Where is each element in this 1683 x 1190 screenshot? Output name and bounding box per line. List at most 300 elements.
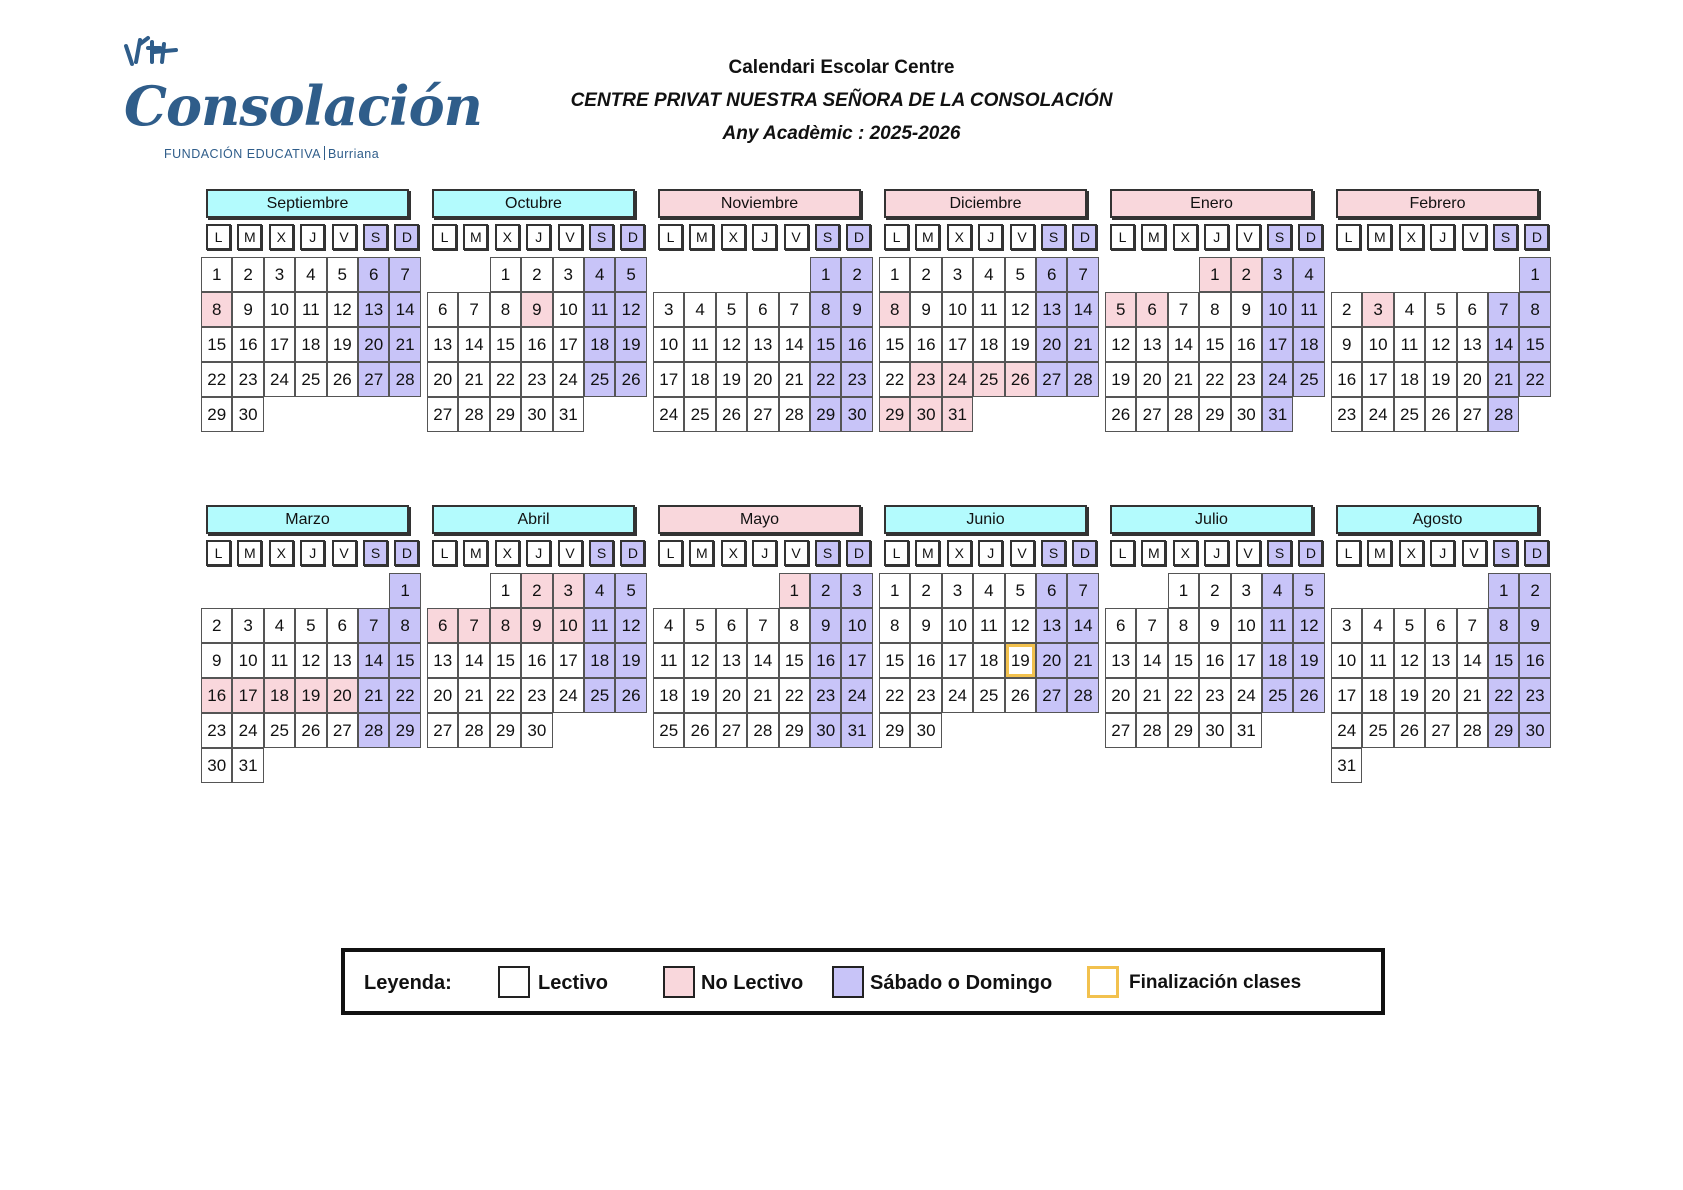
day-cell: 9	[232, 292, 263, 327]
day-cell: 19	[684, 678, 715, 713]
day-cell: 7	[1488, 292, 1519, 327]
day-cell: 5	[615, 257, 646, 292]
day-cell: 29	[490, 713, 521, 748]
weekday-header: X	[1399, 540, 1424, 566]
weekday-header: V	[1462, 224, 1487, 250]
day-cell: 10	[942, 292, 973, 327]
day-cell: 18	[584, 643, 615, 678]
day-cell: 5	[1005, 573, 1036, 608]
day-cell: 31	[232, 748, 263, 783]
weekday-header: X	[495, 224, 520, 250]
day-cell: 15	[490, 643, 521, 678]
day-cell: 20	[716, 678, 747, 713]
day-cell: 9	[1519, 608, 1550, 643]
day-cell: 5	[1293, 573, 1324, 608]
legend-weekend-label: Sábado o Domingo	[870, 972, 1053, 994]
day-cell: 6	[327, 608, 358, 643]
day-cell: 2	[1331, 292, 1362, 327]
weekday-header: L	[206, 224, 231, 250]
day-cell: 8	[1199, 292, 1230, 327]
day-cell: 18	[1362, 678, 1393, 713]
weekday-header: L	[884, 224, 909, 250]
day-cell: 23	[232, 362, 263, 397]
day-cell: 25	[973, 362, 1004, 397]
weekday-header: S	[815, 540, 840, 566]
day-cell: 11	[684, 327, 715, 362]
weekday-header: D	[394, 540, 419, 566]
day-cell: 12	[327, 292, 358, 327]
day-cell: 10	[942, 608, 973, 643]
logo-sub-right: Burriana	[327, 147, 380, 161]
weekday-header: J	[526, 224, 551, 250]
day-cell: 30	[521, 713, 552, 748]
weekday-header: D	[1298, 224, 1323, 250]
day-cell: 9	[1331, 327, 1362, 362]
weekday-header: X	[1173, 224, 1198, 250]
day-cell: 25	[584, 362, 615, 397]
legend	[341, 948, 1385, 1015]
day-cell: 25	[584, 678, 615, 713]
day-cell: 19	[1005, 643, 1036, 678]
day-cell: 16	[910, 643, 941, 678]
day-cell: 8	[810, 292, 841, 327]
day-cell: 16	[232, 327, 263, 362]
day-cell: 6	[1457, 292, 1488, 327]
day-cell: 22	[1488, 678, 1519, 713]
day-cell: 19	[615, 643, 646, 678]
day-cell: 2	[1199, 573, 1230, 608]
weekday-header: L	[884, 540, 909, 566]
day-cell: 7	[389, 257, 420, 292]
day-cell: 29	[389, 713, 420, 748]
weekday-header: M	[237, 224, 262, 250]
day-cell: 21	[1136, 678, 1167, 713]
day-cell: 3	[553, 573, 584, 608]
day-cell: 7	[1067, 573, 1098, 608]
day-cell: 21	[389, 327, 420, 362]
day-cell: 8	[201, 292, 232, 327]
weekday-header: M	[463, 540, 488, 566]
day-cell: 19	[1005, 327, 1036, 362]
day-cell: 21	[1457, 678, 1488, 713]
day-cell: 15	[1519, 327, 1550, 362]
day-cell: 30	[201, 748, 232, 783]
day-cell: 15	[1168, 643, 1199, 678]
day-cell: 25	[1293, 362, 1324, 397]
day-cell: 14	[1168, 327, 1199, 362]
day-cell: 4	[584, 257, 615, 292]
day-cell: 30	[841, 397, 872, 432]
day-cell: 26	[1293, 678, 1324, 713]
day-cell: 26	[1394, 713, 1425, 748]
day-cell: 10	[232, 643, 263, 678]
day-cell: 21	[358, 678, 389, 713]
day-cell: 4	[684, 292, 715, 327]
weekday-header: D	[394, 224, 419, 250]
month-junio	[879, 505, 1107, 775]
day-cell: 13	[747, 327, 778, 362]
day-cell: 23	[1331, 397, 1362, 432]
day-cell: 24	[232, 713, 263, 748]
day-cell: 5	[1105, 292, 1136, 327]
logo-sub-left: FUNDACIÓN EDUCATIVA	[164, 147, 321, 161]
day-cell: 24	[553, 678, 584, 713]
month-name-marzo: Marzo	[206, 505, 409, 534]
weekday-header: L	[658, 540, 683, 566]
weekday-header: V	[1462, 540, 1487, 566]
school-name: CENTRE PRIVAT NUESTRA SEÑORA DE LA CONSOLACIÓN	[570, 90, 1113, 111]
weekday-header: J	[752, 224, 777, 250]
month-noviembre	[653, 189, 881, 459]
day-cell: 1	[1168, 573, 1199, 608]
day-cell: 22	[389, 678, 420, 713]
day-cell: 26	[1005, 678, 1036, 713]
day-cell: 10	[1362, 327, 1393, 362]
day-cell: 14	[389, 292, 420, 327]
day-cell: 10	[1231, 608, 1262, 643]
day-cell: 19	[716, 362, 747, 397]
day-cell: 26	[1425, 397, 1456, 432]
day-cell: 7	[358, 608, 389, 643]
day-cell: 30	[1199, 713, 1230, 748]
weekday-header: V	[558, 540, 583, 566]
weekday-header: V	[558, 224, 583, 250]
day-cell: 12	[615, 608, 646, 643]
weekday-header: S	[1493, 224, 1518, 250]
day-cell: 3	[232, 608, 263, 643]
weekday-header: M	[1367, 224, 1392, 250]
day-cell: 5	[295, 608, 326, 643]
day-cell: 28	[779, 397, 810, 432]
day-cell: 24	[942, 678, 973, 713]
day-cell: 10	[553, 608, 584, 643]
day-cell: 15	[879, 643, 910, 678]
day-cell: 24	[1231, 678, 1262, 713]
weekday-header: X	[1399, 224, 1424, 250]
weekday-header: J	[300, 224, 325, 250]
weekday-header: J	[1204, 540, 1229, 566]
day-cell: 8	[1488, 608, 1519, 643]
day-cell: 19	[295, 678, 326, 713]
day-cell: 14	[779, 327, 810, 362]
day-cell: 20	[427, 678, 458, 713]
month-octubre	[427, 189, 655, 459]
day-cell: 30	[810, 713, 841, 748]
weekday-header: J	[300, 540, 325, 566]
weekday-header: X	[1173, 540, 1198, 566]
weekday-header: S	[589, 224, 614, 250]
day-cell: 22	[1168, 678, 1199, 713]
day-cell: 11	[973, 292, 1004, 327]
day-cell: 30	[910, 713, 941, 748]
day-cell: 4	[584, 573, 615, 608]
day-cell: 3	[1231, 573, 1262, 608]
day-cell: 28	[358, 713, 389, 748]
day-cell: 26	[716, 397, 747, 432]
day-cell: 6	[716, 608, 747, 643]
day-cell: 15	[490, 327, 521, 362]
day-cell: 1	[389, 573, 420, 608]
weekday-header: X	[269, 224, 294, 250]
day-cell: 25	[973, 678, 1004, 713]
day-cell: 3	[264, 257, 295, 292]
weekday-header: L	[206, 540, 231, 566]
day-cell: 3	[942, 573, 973, 608]
weekday-header: S	[1041, 224, 1066, 250]
day-cell: 15	[201, 327, 232, 362]
day-cell: 13	[427, 643, 458, 678]
day-cell: 28	[458, 713, 489, 748]
day-cell: 12	[1005, 292, 1036, 327]
day-cell: 19	[1293, 643, 1324, 678]
month-julio	[1105, 505, 1333, 775]
logo-wordmark: Consolación	[124, 74, 482, 138]
day-cell: 24	[841, 678, 872, 713]
day-cell: 17	[553, 327, 584, 362]
weekday-header: S	[1493, 540, 1518, 566]
day-cell: 26	[615, 362, 646, 397]
day-cell: 17	[942, 643, 973, 678]
day-cell: 12	[716, 327, 747, 362]
weekday-header: L	[1110, 540, 1135, 566]
day-cell: 11	[653, 643, 684, 678]
weekday-header: M	[915, 224, 940, 250]
day-cell: 6	[427, 292, 458, 327]
day-cell: 26	[295, 713, 326, 748]
day-cell: 25	[1362, 713, 1393, 748]
day-cell: 29	[1488, 713, 1519, 748]
month-febrero	[1331, 189, 1559, 459]
day-cell: 7	[779, 292, 810, 327]
day-cell: 25	[1262, 678, 1293, 713]
day-cell: 14	[1457, 643, 1488, 678]
day-cell: 22	[1199, 362, 1230, 397]
day-cell: 16	[810, 643, 841, 678]
day-cell: 20	[1105, 678, 1136, 713]
weekday-header: J	[526, 540, 551, 566]
weekday-header: D	[1524, 224, 1549, 250]
day-cell: 26	[1005, 362, 1036, 397]
day-cell: 31	[841, 713, 872, 748]
weekday-header: V	[784, 224, 809, 250]
weekday-header: S	[1267, 540, 1292, 566]
weekday-header: X	[947, 540, 972, 566]
day-cell: 19	[1105, 362, 1136, 397]
day-cell: 29	[1199, 397, 1230, 432]
day-cell: 12	[684, 643, 715, 678]
day-cell: 16	[1199, 643, 1230, 678]
weekday-header: L	[1336, 224, 1361, 250]
day-cell: 3	[553, 257, 584, 292]
day-cell: 18	[1394, 362, 1425, 397]
day-cell: 4	[1262, 573, 1293, 608]
weekday-header: V	[1236, 224, 1261, 250]
month-name-abril: Abril	[432, 505, 635, 534]
day-cell: 12	[615, 292, 646, 327]
day-cell: 8	[389, 608, 420, 643]
weekday-header: S	[1041, 540, 1066, 566]
day-cell: 23	[910, 362, 941, 397]
day-cell: 21	[458, 362, 489, 397]
day-cell: 21	[1067, 643, 1098, 678]
month-name-junio: Junio	[884, 505, 1087, 534]
weekday-header: V	[332, 540, 357, 566]
day-cell: 31	[942, 397, 973, 432]
day-cell: 27	[427, 713, 458, 748]
day-cell: 16	[1231, 327, 1262, 362]
day-cell: 9	[910, 292, 941, 327]
day-cell: 26	[327, 362, 358, 397]
weekday-header: J	[752, 540, 777, 566]
day-cell: 4	[264, 608, 295, 643]
day-cell: 11	[1394, 327, 1425, 362]
day-cell: 30	[232, 397, 263, 432]
day-cell: 28	[1136, 713, 1167, 748]
day-cell: 12	[1425, 327, 1456, 362]
day-cell: 30	[1519, 713, 1550, 748]
weekday-header: M	[915, 540, 940, 566]
day-cell: 18	[295, 327, 326, 362]
day-cell: 19	[1425, 362, 1456, 397]
day-cell: 1	[490, 573, 521, 608]
day-cell: 6	[747, 292, 778, 327]
day-cell: 3	[1262, 257, 1293, 292]
day-cell: 1	[879, 257, 910, 292]
day-cell: 9	[201, 643, 232, 678]
day-cell: 2	[1231, 257, 1262, 292]
day-cell: 27	[1105, 713, 1136, 748]
day-cell: 24	[942, 362, 973, 397]
day-cell: 5	[1425, 292, 1456, 327]
weekday-header: S	[815, 224, 840, 250]
weekday-header: J	[1430, 540, 1455, 566]
day-cell: 23	[521, 362, 552, 397]
day-cell: 9	[810, 608, 841, 643]
day-cell: 22	[490, 362, 521, 397]
day-cell: 1	[490, 257, 521, 292]
day-cell: 10	[653, 327, 684, 362]
day-cell: 29	[201, 397, 232, 432]
day-cell: 28	[1457, 713, 1488, 748]
day-cell: 24	[1262, 362, 1293, 397]
day-cell: 6	[1036, 257, 1067, 292]
weekday-header: V	[784, 540, 809, 566]
day-cell: 4	[1293, 257, 1324, 292]
day-cell: 17	[653, 362, 684, 397]
day-cell: 30	[1231, 397, 1262, 432]
day-cell: 24	[1331, 713, 1362, 748]
day-cell: 28	[1168, 397, 1199, 432]
day-cell: 16	[841, 327, 872, 362]
day-cell: 17	[553, 643, 584, 678]
day-cell: 27	[427, 397, 458, 432]
day-cell: 13	[1457, 327, 1488, 362]
weekday-header: M	[463, 224, 488, 250]
day-cell: 10	[1262, 292, 1293, 327]
day-cell: 31	[1262, 397, 1293, 432]
day-cell: 5	[1394, 608, 1425, 643]
day-cell: 11	[1362, 643, 1393, 678]
day-cell: 13	[1036, 292, 1067, 327]
day-cell: 25	[295, 362, 326, 397]
day-cell: 1	[779, 573, 810, 608]
day-cell: 12	[1005, 608, 1036, 643]
day-cell: 27	[1457, 397, 1488, 432]
day-cell: 23	[1231, 362, 1262, 397]
month-diciembre	[879, 189, 1107, 459]
day-cell: 30	[521, 397, 552, 432]
day-cell: 9	[1199, 608, 1230, 643]
day-cell: 26	[615, 678, 646, 713]
weekday-header: M	[1141, 540, 1166, 566]
day-cell: 6	[427, 608, 458, 643]
day-cell: 27	[1036, 678, 1067, 713]
day-cell: 16	[521, 327, 552, 362]
day-cell: 23	[841, 362, 872, 397]
day-cell: 8	[490, 608, 521, 643]
day-cell: 20	[1425, 678, 1456, 713]
day-cell: 22	[879, 678, 910, 713]
legend-title: Leyenda:	[364, 972, 452, 994]
day-cell: 23	[910, 678, 941, 713]
day-cell: 13	[1136, 327, 1167, 362]
day-cell: 22	[201, 362, 232, 397]
day-cell: 14	[358, 643, 389, 678]
day-cell: 13	[327, 643, 358, 678]
day-cell: 18	[584, 327, 615, 362]
day-cell: 7	[747, 608, 778, 643]
day-cell: 17	[1231, 643, 1262, 678]
day-cell: 1	[1199, 257, 1230, 292]
day-cell: 7	[1168, 292, 1199, 327]
day-cell: 29	[1168, 713, 1199, 748]
day-cell: 28	[747, 713, 778, 748]
day-cell: 25	[1394, 397, 1425, 432]
weekday-header: M	[237, 540, 262, 566]
day-cell: 2	[521, 573, 552, 608]
day-cell: 12	[1293, 608, 1324, 643]
day-cell: 17	[1331, 678, 1362, 713]
day-cell: 5	[716, 292, 747, 327]
weekday-header: X	[721, 224, 746, 250]
day-cell: 10	[264, 292, 295, 327]
day-cell: 31	[1231, 713, 1262, 748]
weekday-header: D	[846, 224, 871, 250]
day-cell: 21	[779, 362, 810, 397]
day-cell: 18	[973, 643, 1004, 678]
day-cell: 23	[810, 678, 841, 713]
day-cell: 2	[910, 573, 941, 608]
day-cell: 5	[327, 257, 358, 292]
day-cell: 14	[458, 327, 489, 362]
day-cell: 1	[201, 257, 232, 292]
day-cell: 31	[1331, 748, 1362, 783]
day-cell: 1	[1519, 257, 1550, 292]
day-cell: 29	[810, 397, 841, 432]
day-cell: 11	[584, 608, 615, 643]
weekday-header: S	[1267, 224, 1292, 250]
month-abril	[427, 505, 655, 775]
weekday-header: V	[1010, 224, 1035, 250]
day-cell: 21	[747, 678, 778, 713]
weekday-header: D	[620, 224, 645, 250]
day-cell: 4	[973, 257, 1004, 292]
day-cell: 8	[779, 608, 810, 643]
day-cell: 11	[295, 292, 326, 327]
weekday-header: J	[978, 540, 1003, 566]
day-cell: 27	[716, 713, 747, 748]
weekday-header: S	[363, 224, 388, 250]
